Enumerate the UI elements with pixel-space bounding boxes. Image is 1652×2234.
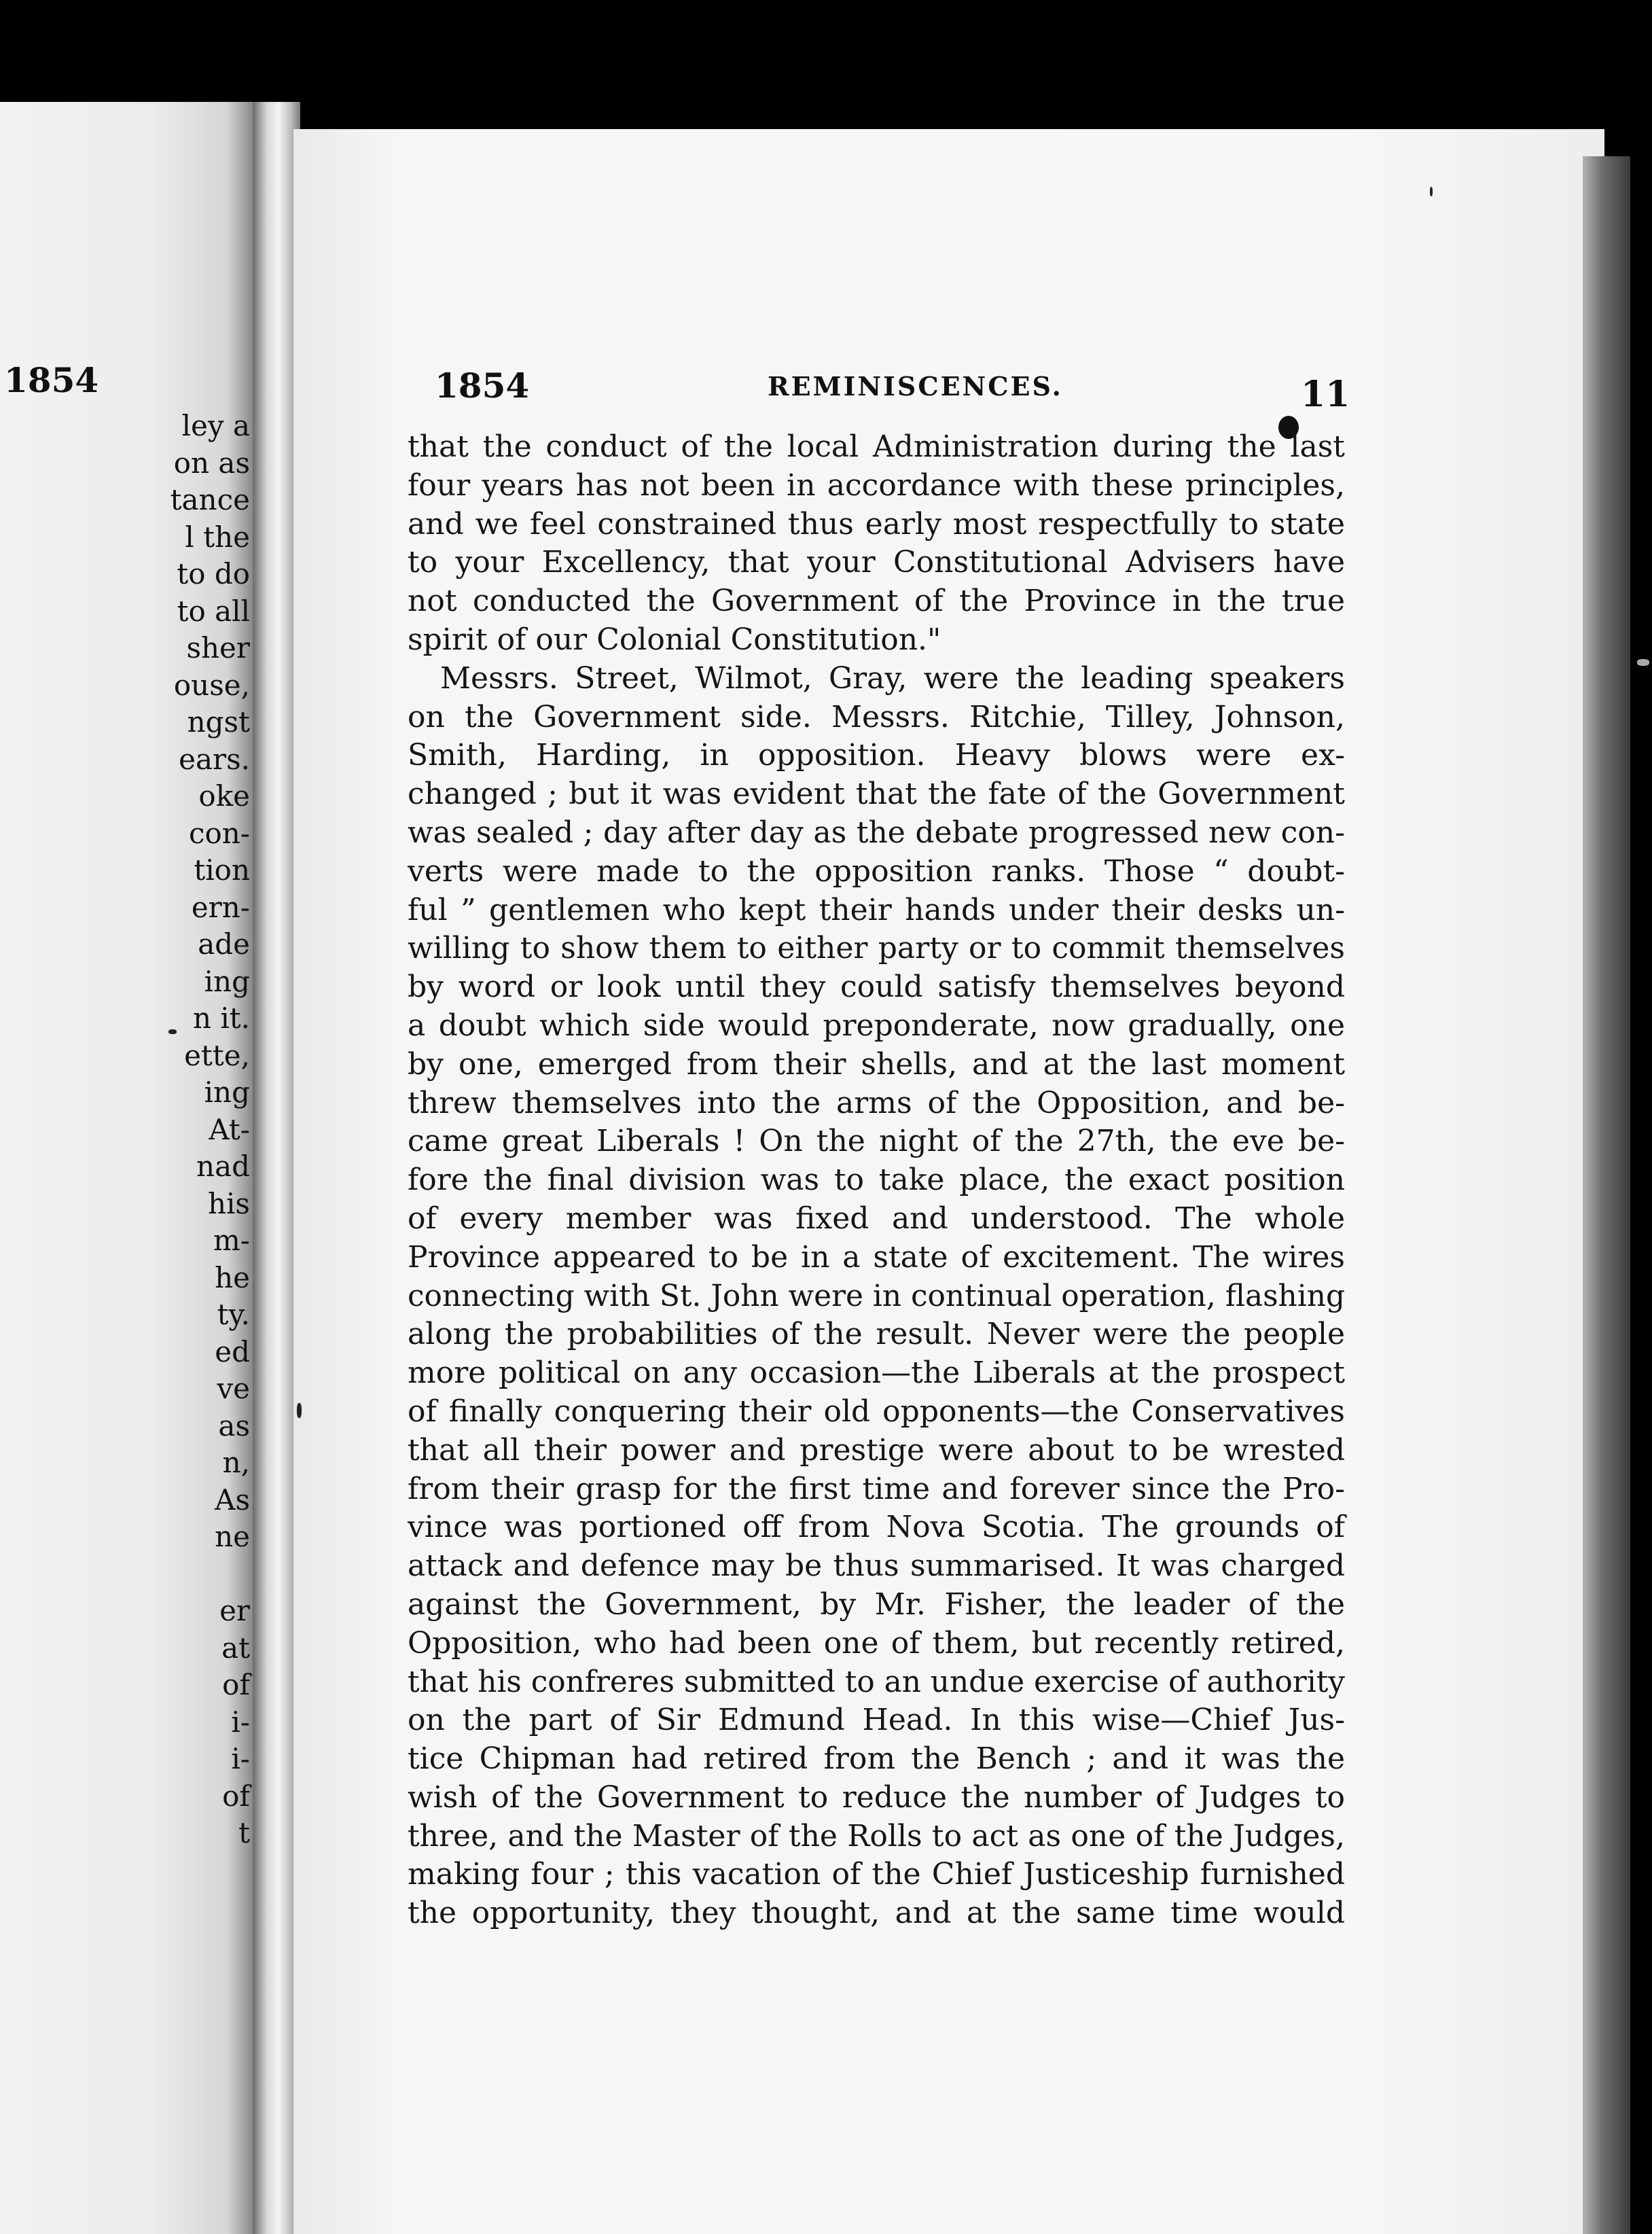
text-line: spirit of our Colonial Constitution." xyxy=(408,622,941,657)
text-line: fore the final division was to take place, the exact position xyxy=(408,1163,1345,1198)
text-line: more political on any occasion—the Liberals at the prospect xyxy=(408,1355,1345,1391)
previous-page-line-fragment: tance xyxy=(170,483,250,516)
text-line: that the conduct of the local Administration during the last xyxy=(408,429,1345,464)
previous-page-line-fragment: n, xyxy=(222,1446,250,1479)
text-line: by word or look until they could satisfy themselves beyond xyxy=(408,970,1345,1005)
dust-speck xyxy=(1637,659,1649,666)
previous-page-line-fragment: i- xyxy=(231,1705,250,1739)
previous-page-header-year: 1854 xyxy=(4,360,99,400)
text-line: three, and the Master of the Rolls to act as one of the Judges, xyxy=(408,1818,1345,1854)
previous-page-line-fragment: on as xyxy=(173,446,250,480)
text-line: a doubt which side would preponderate, now gradually, one xyxy=(408,1008,1345,1043)
previous-page-line-fragment: con- xyxy=(188,816,250,850)
text-line: vince was portioned off from Nova Scotia. The grounds of xyxy=(408,1510,1345,1545)
text-line: the opportunity, they thought, and at the same time would xyxy=(408,1896,1345,1931)
previous-page-line-fragment: at xyxy=(221,1631,250,1665)
previous-page-line-fragment: ing xyxy=(204,1076,250,1109)
dust-speck xyxy=(297,1403,302,1418)
text-line: on the Government side. Messrs. Ritchie, Tilley, Johnson, xyxy=(408,699,1345,734)
previous-page-line-fragment: l the xyxy=(185,520,250,554)
previous-page-line-fragment: As xyxy=(215,1483,250,1517)
previous-page-line-fragment: ne xyxy=(215,1520,250,1553)
previous-page-line-fragment: ouse, xyxy=(173,668,250,702)
text-line: was sealed ; day after day as the debate progressed new con- xyxy=(408,815,1345,850)
previous-page-line-fragment: ed xyxy=(215,1334,250,1368)
previous-page-line-fragment: ve xyxy=(217,1372,250,1405)
previous-page-line-fragment: nad xyxy=(196,1150,250,1183)
text-line: to your Excellency, that your Constitutional Advisers have xyxy=(408,545,1345,580)
text-line: Opposition, who had been one of them, but recently retired, xyxy=(408,1625,1345,1661)
dust-speck xyxy=(168,1029,177,1034)
previous-page-line-fragment: ing xyxy=(204,964,250,998)
previous-page-line-fragment: At- xyxy=(209,1112,250,1146)
body-text xyxy=(408,428,1345,1933)
previous-page-line-fragment: tion xyxy=(194,853,250,887)
text-line: of every member was fixed and understood. The whole xyxy=(408,1201,1345,1236)
previous-page-line-fragment xyxy=(73,1556,250,1593)
text-line: tice Chipman had retired from the Bench ; and it was the xyxy=(408,1741,1345,1777)
previous-page-line-fragment: to do xyxy=(177,557,250,590)
dust-speck xyxy=(1430,187,1433,196)
text-line: ful ” gentlemen who kept their hands under their desks un- xyxy=(408,892,1345,927)
text-line: along the probabilities of the result. Never were the people xyxy=(408,1317,1345,1352)
text-line: threw themselves into the arms of the Opposition, and be- xyxy=(408,1085,1345,1120)
text-line: by one, emerged from their shells, and at the last moment xyxy=(408,1046,1345,1082)
text-line: wish of the Government to reduce the number of Judges to xyxy=(408,1779,1345,1815)
previous-page-text-fragments xyxy=(73,408,250,1852)
previous-page-line-fragment: ette, xyxy=(184,1038,250,1072)
previous-page-line-fragment: his xyxy=(207,1186,250,1220)
text-line: four years has not been in accordance with these principles, xyxy=(408,467,1345,503)
previous-page-line-fragment: he xyxy=(215,1260,250,1294)
text-line: and we feel constrained thus early most respectfully to state xyxy=(408,506,1345,542)
text-line: attack and defence may be thus summarised. It was charged xyxy=(408,1548,1345,1584)
text-line: of finally conquering their old opponents—the Conservatives xyxy=(408,1394,1345,1429)
previous-page-line-fragment: ade xyxy=(198,927,250,961)
text-line: Smith, Harding, in opposition. Heavy blows were ex- xyxy=(408,738,1345,773)
previous-page-line-fragment: to all xyxy=(177,594,250,628)
text-line: making four ; this vacation of the Chief Justiceship furnished xyxy=(408,1857,1345,1892)
running-head-year: 1854 xyxy=(435,366,530,406)
running-head-title: REMINISCENCES. xyxy=(768,371,1063,402)
previous-page-line-fragment: ern- xyxy=(191,890,250,924)
text-line: that all their power and prestige were about to be wrested xyxy=(408,1432,1345,1468)
text-line: came great Liberals ! On the night of the 27th, the eve be- xyxy=(408,1124,1345,1159)
previous-page-line-fragment: t xyxy=(238,1816,250,1849)
previous-page-line-fragment: ngst xyxy=(187,705,250,739)
page-number: 11 xyxy=(1301,374,1350,415)
previous-page-line-fragment: i- xyxy=(231,1742,250,1775)
text-line: verts were made to the opposition ranks. Those “ doubt- xyxy=(408,853,1345,889)
text-line: changed ; but it was evident that the fate of the Government xyxy=(408,777,1345,812)
page-edge-shadow xyxy=(1583,156,1630,2234)
text-line: not conducted the Government of the Province in the true xyxy=(408,584,1345,619)
text-line: from their grasp for the first time and forever since the Pro- xyxy=(408,1471,1345,1506)
previous-page-line-fragment: ley a xyxy=(181,409,250,442)
previous-page-line-fragment: ears. xyxy=(179,742,250,776)
running-head xyxy=(435,366,1350,415)
previous-page-line-fragment: er xyxy=(219,1594,250,1627)
previous-page-line-fragment: oke xyxy=(198,779,250,813)
text-line: Province appeared to be in a state of excitement. The wires xyxy=(408,1239,1345,1275)
text-line: on the part of Sir Edmund Head. In this wise—Chief Jus- xyxy=(408,1703,1345,1738)
previous-page-line-fragment: as xyxy=(218,1408,250,1442)
previous-page-line-fragment: of xyxy=(222,1779,250,1813)
text-line: against the Government, by Mr. Fisher, the leader of the xyxy=(408,1586,1345,1622)
text-line: connecting with St. John were in continual operation, flashing xyxy=(408,1278,1346,1313)
previous-page-line-fragment: sher xyxy=(186,631,250,664)
text-line: willing to show them to either party or to commit themselves xyxy=(408,931,1345,966)
text-line: that his confreres submitted to an undue exercise of authority xyxy=(408,1664,1345,1699)
text-line: Messrs. Street, Wilmot, Gray, were the leading speakers xyxy=(440,660,1345,696)
previous-page-line-fragment: m- xyxy=(213,1224,250,1257)
previous-page-line-fragment: n it. xyxy=(192,1001,250,1035)
previous-page-line-fragment: of xyxy=(222,1668,250,1701)
previous-page-fragment xyxy=(0,102,253,2234)
previous-page-line-fragment: ty. xyxy=(217,1298,250,1331)
